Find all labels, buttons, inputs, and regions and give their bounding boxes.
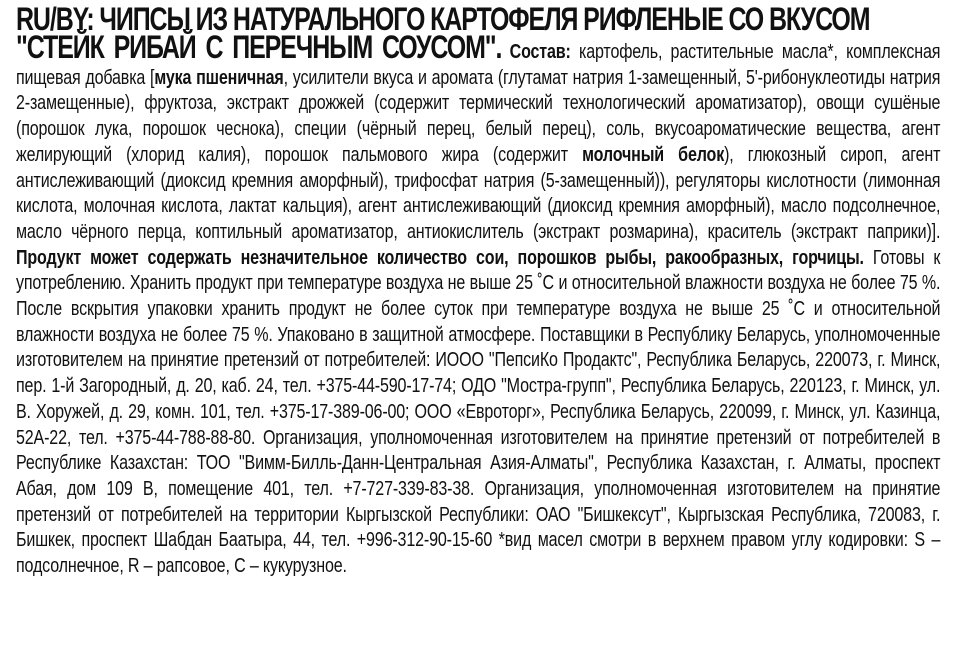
allergen-milk: молочный белок [582,142,725,166]
allergen-warning: Продукт может содержать незначительное количество сои, порошков рыбы, ракообразных, горчицы. [16,245,864,269]
composition-heading: Состав: [509,40,571,63]
composition-text-2: , усилители вкуса и аромата (глутамат натрия 1-замещенный, 5'-рибонуклеотиды натрия 2-замещенные), фруктоза, экстракт дрожжей (содержит термический технологический ароматизатор), овощи сушёные (порошок лука, порошок чеснока), специи (чёрный перец, белый перец), соль, вкусоароматические вещества, агент желирующий (хлорид калия), порошок пальмового жира (содержит [16,65,941,166]
product-label [16,1,941,579]
product-title-line-1: RU/BY: ЧИПСЫ ИЗ НАТУРАЛЬНОГО КАРТОФЕЛЯ РИФЛЕНЫЕ СО ВКУСОМ [16,1,870,37]
storage-and-suppliers-text: Готовы к употреблению. Хранить продукт при температуре воздуха не выше 25 ˚С и относительной влажности воздуха не более 75 %. После вскрытия упаковки хранить продукт не более суток при температуре воздуха не выше 25 ˚С и относительной влажности воздуха не более 75 %. Упаковано в защитной атмосфере. Поставщики в Республику Беларусь, уполномоченные изготовителем на принятие претензий от потребителей: ИООО "ПепсиКо Продактс", Республика Беларусь, 220073, г. Минск, пер. 1-й Загородный, д. 20, каб. 24, тел. +375-44-590-17-74; ОДО "Мостра-групп", Республика Беларусь, 220123, г. Минск, ул. В. Хоружей, д. 29, комн. 101, тел. +375-17-389-06-00; ООО «Евроторг», Республика Беларусь, 220099, г. Минск, ул. Казинца, 52А-22, тел. +375-44-788-88-80. Организация, уполномоченная изготовителем на принятие претензий от потребителей в Республике Казахстан: ТОО "Вимм-Билль-Данн-Центральная Азия-Алматы", Республика Казахстан, г. Алматы, проспект Абая, дом 109 В, помещение 401, тел. +7-727-339-83-38. Организация, уполномоченная изготовителем на принятие претензий от потребителей на территории Кыргызской Республики: ОАО "Бишкексут", Кыргызская Республика, 720083, г. Бишкек, проспект Шабдан Баатыра, 44, тел. +996-312-90-15-60 *вид масел смотри в верхнем правом углу кодировки: S – подсолнечное, R – рапсовое, C – кукурузное. [16,245,941,578]
composition-text-1: картофель, растительные масла*, комплексная пищевая добавка [ [16,40,941,89]
product-title-line-2: "СТЕЙК РИБАЙ С ПЕРЕЧНЫМ СОУСОМ". [16,29,502,65]
allergen-wheat: мука пшеничная [154,65,284,89]
composition-text-3: ), глюкозный сироп, агент антислеживающий (диоксид кремния аморфный), трифосфат натрия (5-замещенный)), регуляторы кислотности (лимонная кислота, молочная кислота, лактат кальция), агент антислеживающий (диоксид кремния аморфный), масло подсолнечное, масло чёрного перца, коптильный ароматизатор, антиокислитель (экстракт розмарина), краситель (экстракт паприки)]. [16,142,941,243]
label-body [16,29,941,579]
bottom-edge [0,649,955,653]
